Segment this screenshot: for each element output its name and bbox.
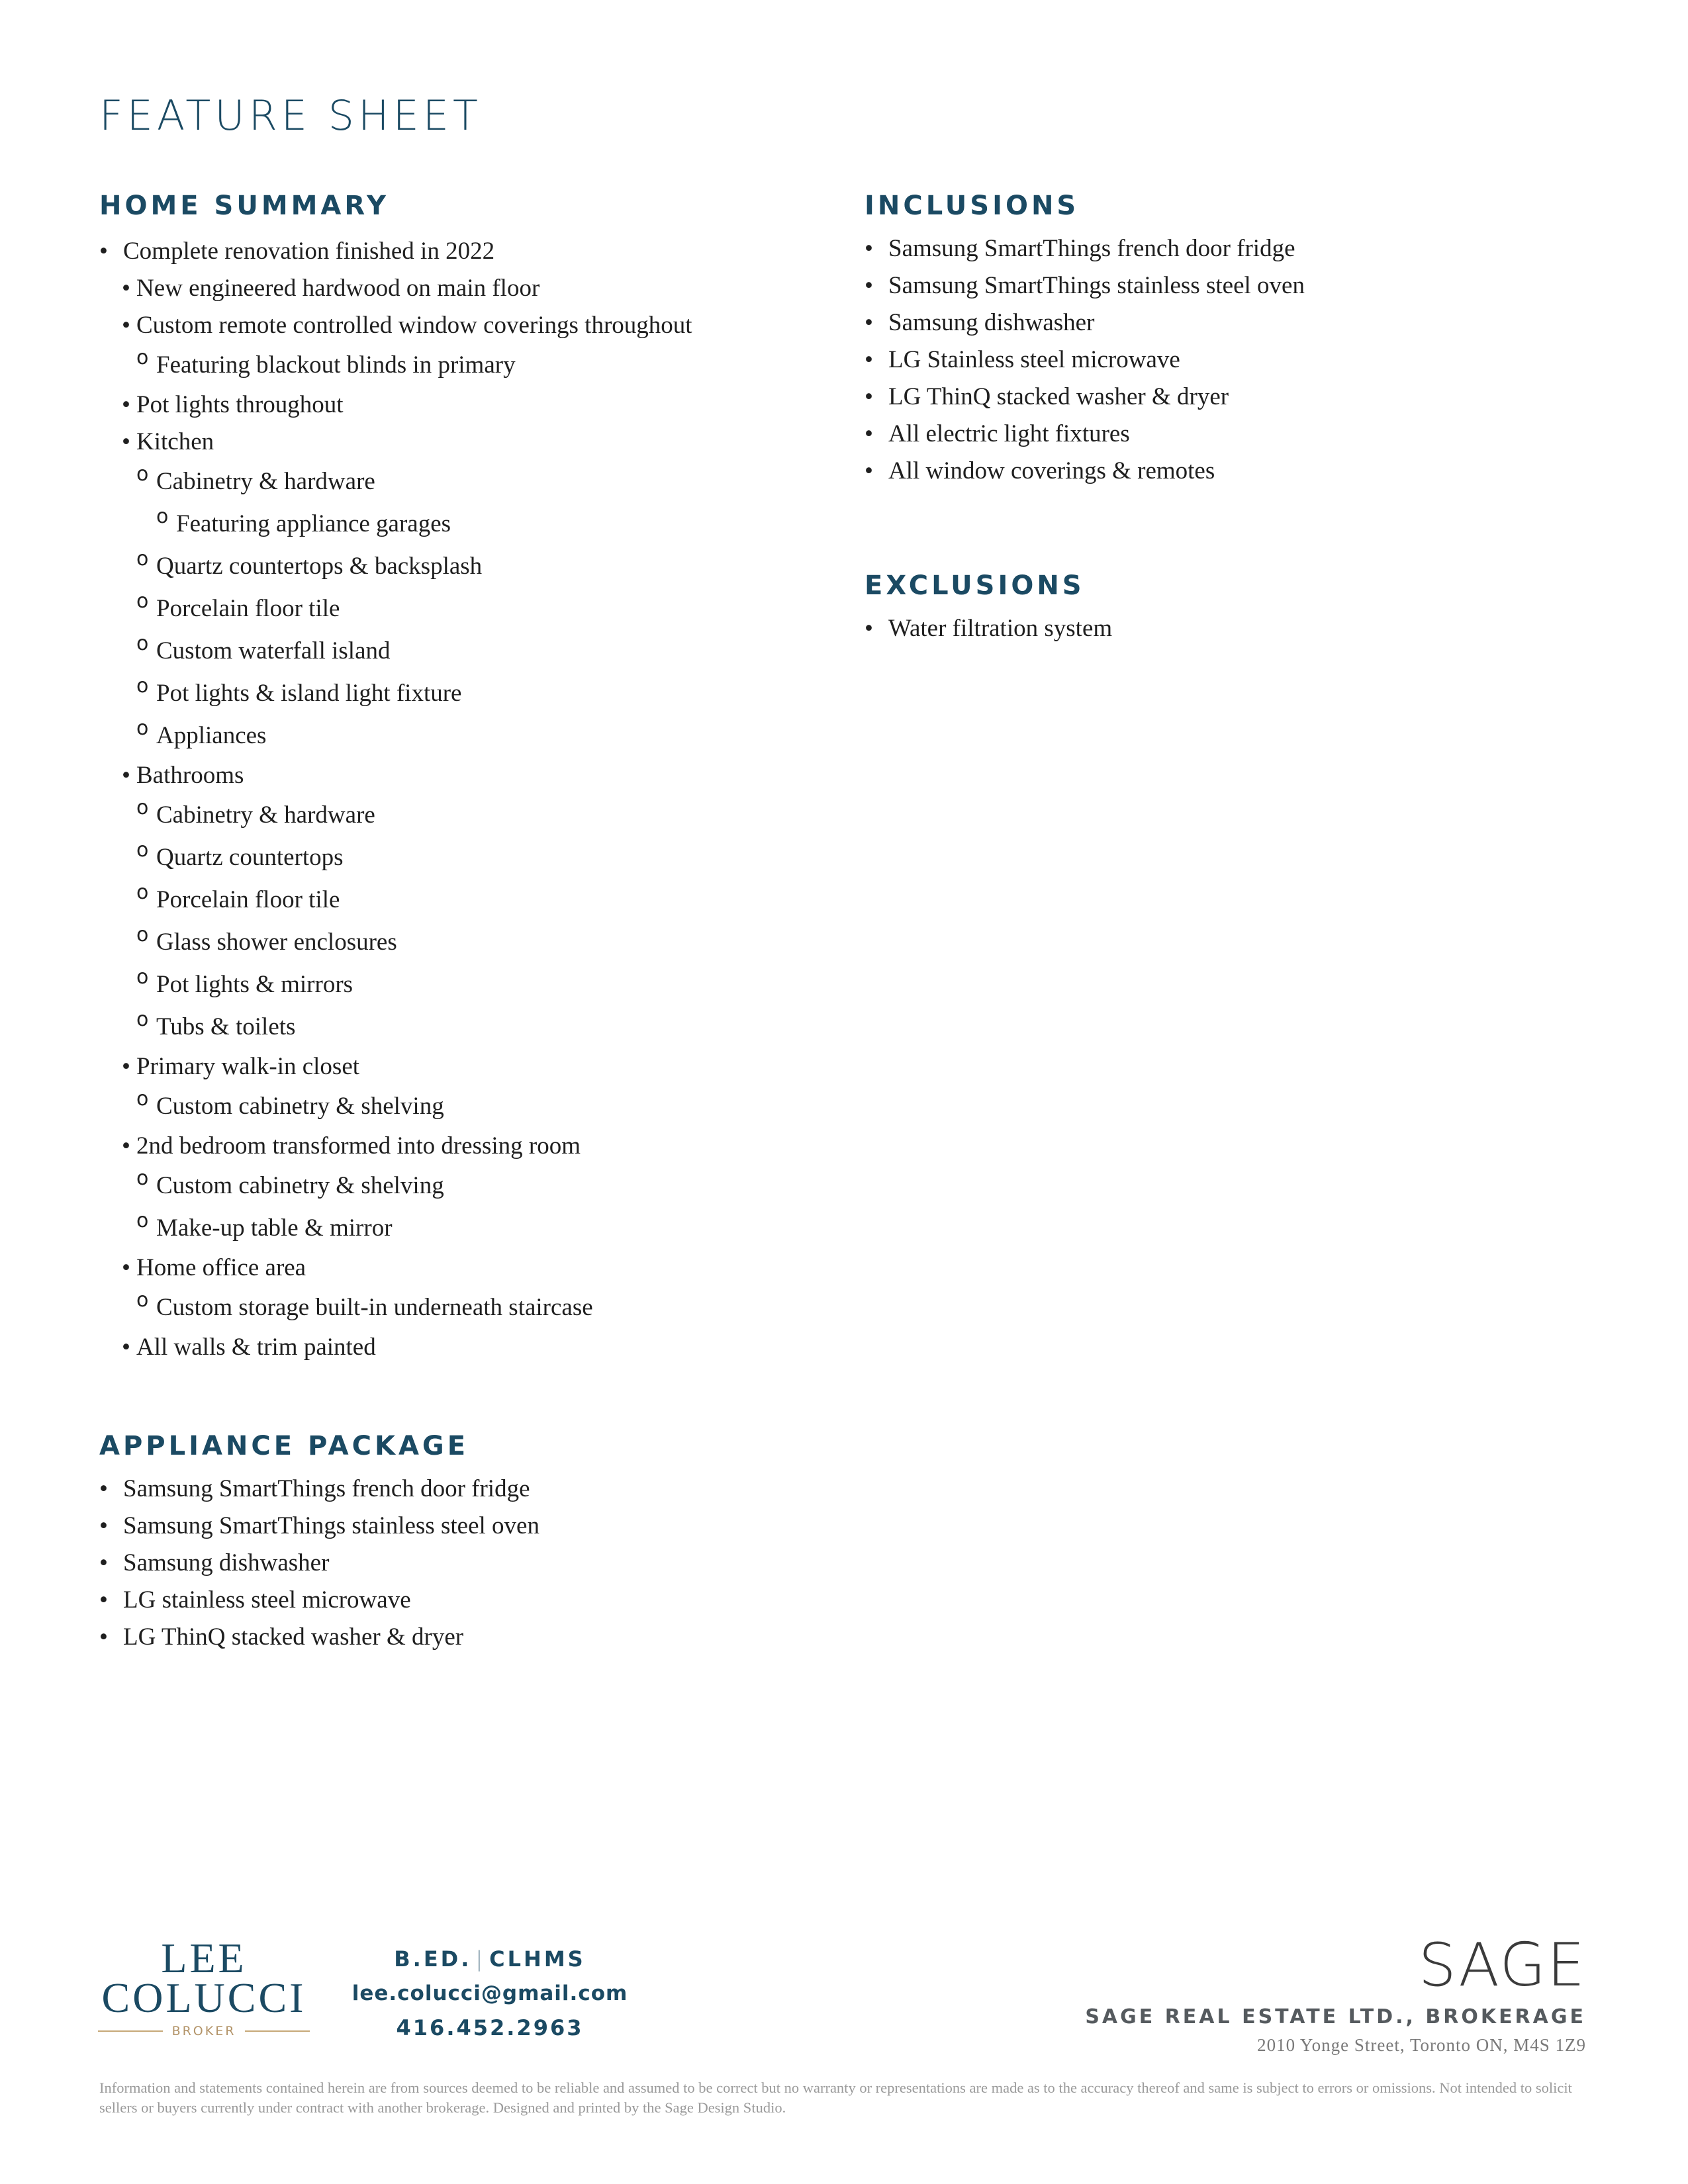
credential-bed: B.ED. <box>394 1946 472 1972</box>
summary-item: • All walls & trim painted <box>99 1329 692 1366</box>
agent-credentials <box>351 1946 629 1972</box>
inclusions-item: • All window coverings & remotes <box>865 453 1305 490</box>
summary-item: • 2nd bedroom transformed into dressing room <box>99 1128 692 1165</box>
summary-item: o Quartz countertops & backsplash <box>99 545 692 588</box>
summary-item: o Custom cabinetry & shelving <box>99 1165 692 1207</box>
agent-logo <box>98 1934 310 2038</box>
summary-item: o Featuring blackout blinds in primary <box>99 344 692 387</box>
credential-clhms: CLHMS <box>489 1946 586 1972</box>
inclusions-item: • All electric light fixtures <box>865 416 1305 453</box>
inclusions-item: • Samsung SmartThings stainless steel oven <box>865 267 1305 304</box>
appliance-package-heading: APPLIANCE PACKAGE <box>99 1431 469 1461</box>
appliance-package-item: • LG ThinQ stacked washer & dryer <box>99 1619 539 1656</box>
summary-item: • Home office area <box>99 1250 692 1287</box>
agent-email[interactable]: lee.colucci@gmail.com <box>352 1981 628 2005</box>
summary-item: o Pot lights & island light fixture <box>99 672 692 715</box>
summary-item: • Primary walk-in closet <box>99 1048 692 1085</box>
inclusions-item: • LG ThinQ stacked washer & dryer <box>865 379 1305 416</box>
summary-item: o Appliances <box>99 715 692 757</box>
appliance-package-item: • LG stainless steel microwave <box>99 1582 539 1619</box>
credential-separator: | <box>475 1946 486 1972</box>
appliance-package-item: • Samsung SmartThings french door fridge <box>99 1471 539 1508</box>
summary-item: • Custom remote controlled window coverings throughout <box>99 307 692 344</box>
summary-item: o Make-up table & mirror <box>99 1207 692 1250</box>
inclusions-list <box>865 230 1305 490</box>
summary-item: o Custom waterfall island <box>99 630 692 672</box>
summary-item: o Cabinetry & hardware <box>99 794 692 837</box>
summary-item: o Porcelain floor tile <box>99 879 692 921</box>
brokerage-logo: SAGE <box>1418 1931 1586 2000</box>
summary-item: • New engineered hardwood on main floor <box>99 270 692 307</box>
summary-item: • Pot lights throughout <box>99 387 692 424</box>
logo-rule-right <box>245 2030 310 2032</box>
brokerage-name: SAGE REAL ESTATE LTD., BROKERAGE <box>1085 2005 1586 2028</box>
summary-item: • Complete renovation finished in 2022 <box>99 233 692 270</box>
summary-item: o Cabinetry & hardware <box>99 461 692 503</box>
exclusions-item: • Water filtration system <box>865 610 1112 647</box>
inclusions-item: • Samsung SmartThings french door fridge <box>865 230 1305 267</box>
disclaimer: Information and statements contained herein are from sources deemed to be reliable and assumed to be correct but no warranty or representations are made as to the accuracy thereof and same is subject to errors or omissions. Not intended to solicit sellers or buyers currently under contract with another brokerage. Designed and printed by the Sage Design Studio. <box>99 2079 1572 2116</box>
summary-item: o Quartz countertops <box>99 837 692 879</box>
summary-item: o Featuring appliance garages <box>99 503 692 545</box>
summary-item: o Pot lights & mirrors <box>99 964 692 1006</box>
summary-item: o Glass shower enclosures <box>99 921 692 964</box>
home-summary-list <box>99 233 692 1366</box>
inclusions-item: • Samsung dishwasher <box>865 304 1305 341</box>
brokerage-address: 2010 Yonge Street, Toronto ON, M4S 1Z9 <box>1257 2035 1586 2055</box>
appliance-package-list <box>99 1471 539 1656</box>
appliance-package-item: • Samsung SmartThings stainless steel oven <box>99 1508 539 1545</box>
exclusions-heading: EXCLUSIONS <box>865 570 1085 601</box>
summary-item: o Tubs & toilets <box>99 1006 692 1048</box>
agent-phone[interactable]: 416.452.2963 <box>396 2015 584 2040</box>
agent-logo-first-name: LEE <box>161 1934 247 1981</box>
summary-item: • Bathrooms <box>99 757 692 794</box>
summary-item: o Custom storage built-in underneath staircase <box>99 1287 692 1329</box>
exclusions-list <box>865 610 1112 647</box>
home-summary-heading: HOME SUMMARY <box>99 191 389 221</box>
summary-item: • Kitchen <box>99 424 692 461</box>
page-title: FEATURE SHEET <box>99 91 482 140</box>
inclusions-heading: INCLUSIONS <box>865 191 1080 221</box>
appliance-package-item: • Samsung dishwasher <box>99 1545 539 1582</box>
inclusions-item: • LG Stainless steel microwave <box>865 341 1305 379</box>
summary-item: o Custom cabinetry & shelving <box>99 1085 692 1128</box>
agent-contact <box>351 1946 629 2041</box>
agent-logo-last-name: COLUCCI <box>101 1974 306 2021</box>
summary-item: o Porcelain floor tile <box>99 588 692 630</box>
agent-logo-role: BROKER <box>171 2024 236 2038</box>
agent-logo-role-row <box>98 2024 310 2038</box>
logo-rule-left <box>98 2030 163 2032</box>
